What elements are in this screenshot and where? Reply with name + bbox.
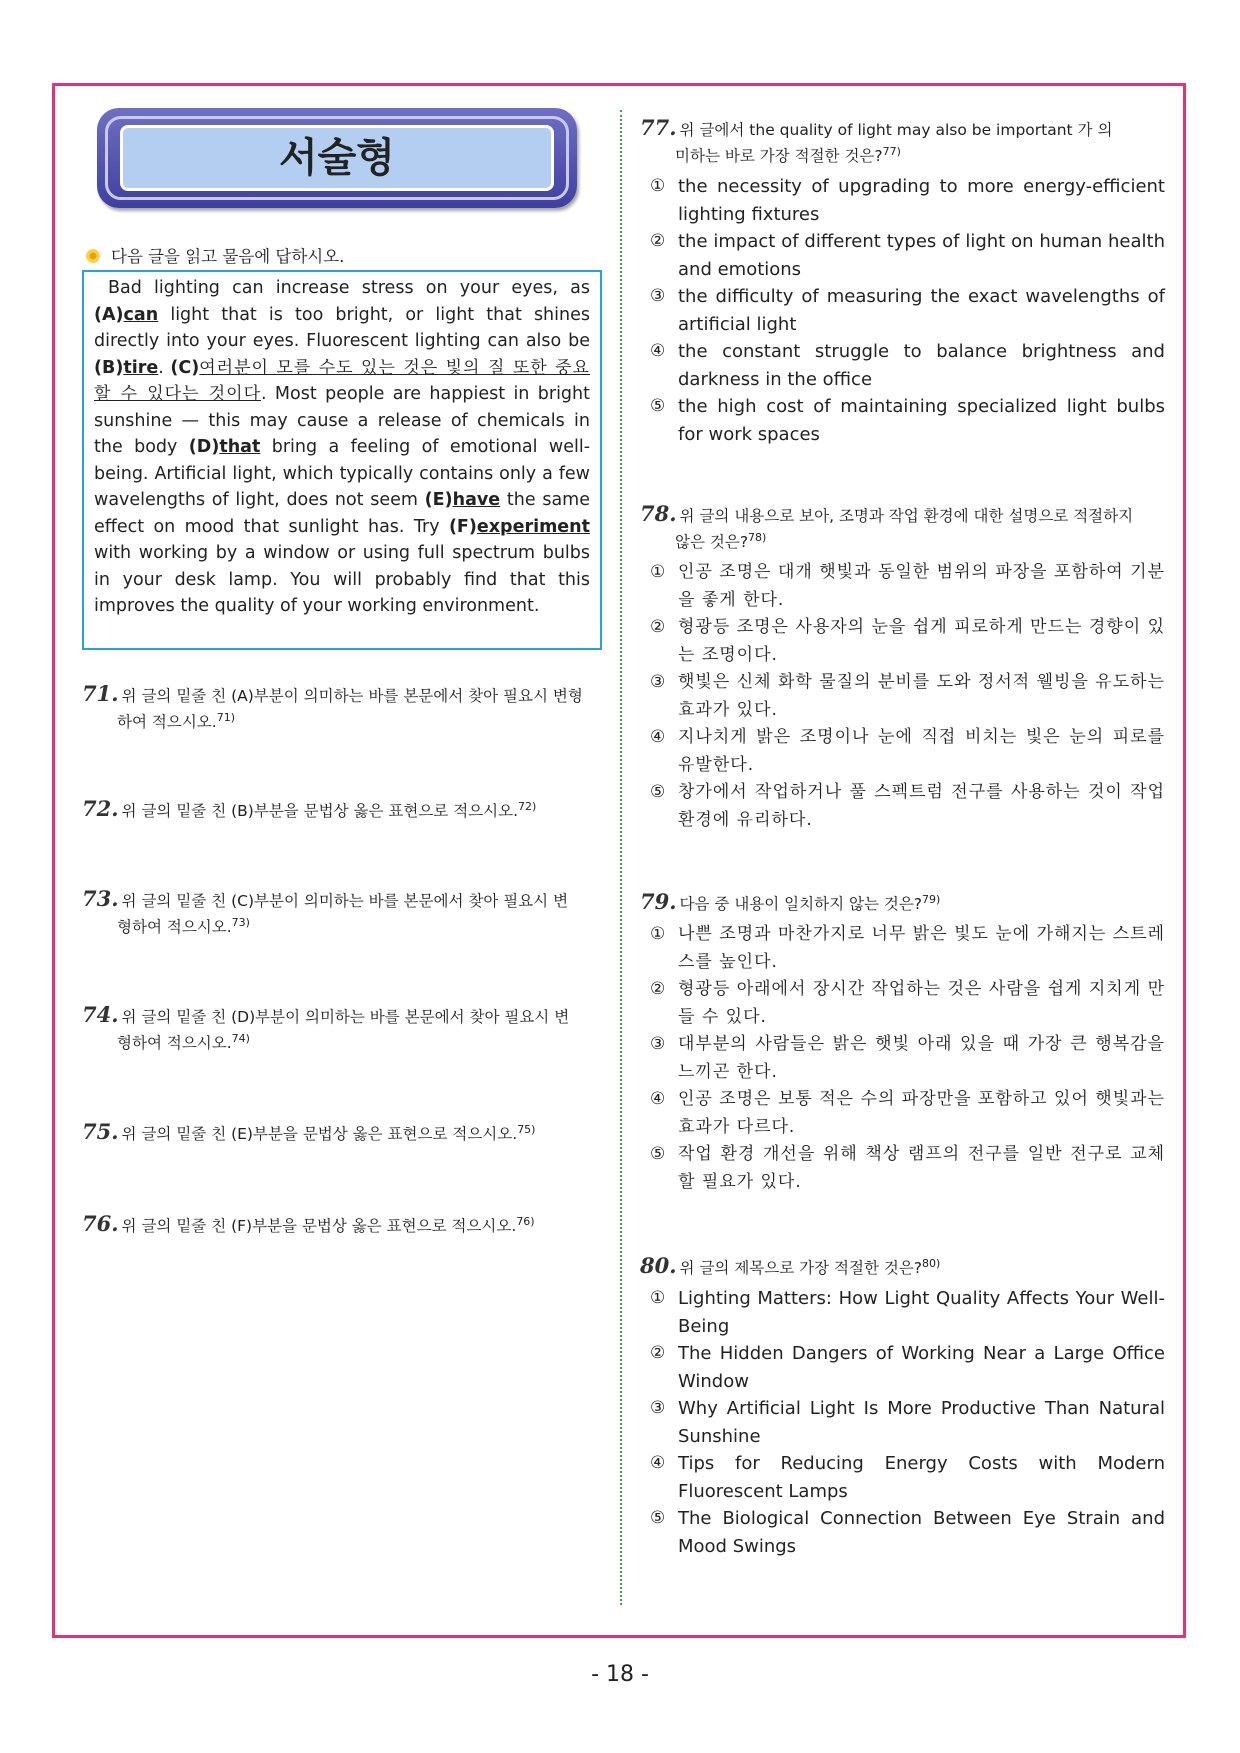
question-text: 위 글의 밑줄 친 (E)부분을 문법상 옳은 표현으로 적으시오. [121,1125,518,1144]
passage-text-5: bring a feeling of emotional well-being. Artificial light, which typically contains only a few wavelengths of light, does not seem [94,437,591,510]
footnote-ref: 75) [517,1123,536,1136]
option-text: 형광등 아래에서 장시간 작업하는 것은 사람을 쉽게 지치게 만들 수 있다. [678,979,1165,1027]
instruction [85,243,344,267]
option-marker: ③ [650,286,666,307]
option-3[interactable] [640,1395,1165,1450]
question-number: 72. [82,796,119,822]
question-text: 위 글의 내용으로 보아, 조명과 작업 환경에 대한 설명으로 적절하지 [679,507,1134,525]
question-71 [82,683,607,733]
passage-text-1: Bad lighting can increase stress on your eyes, as [108,278,590,298]
option-marker: ① [650,1288,666,1309]
section-title: 서술형 [279,135,395,181]
option-text: Tips for Reducing Energy Costs with Modern Fluorescent Lamps [678,1453,1165,1502]
instruction-text: 다음 글을 읽고 물음에 답하시오. [111,247,345,266]
option-marker: ④ [650,341,666,362]
question-text: 위 글의 제목으로 가장 적절한 것은? [679,1259,923,1278]
option-2[interactable] [640,1340,1165,1395]
option-text: the constant struggle to balance brightness and darkness in the office [678,341,1165,390]
passage-text-6: the same effect on mood that sunlight has. Try [94,490,590,537]
question-text: 위 글의 밑줄 친 (A)부분이 의미하는 바를 본문에서 찾아 필요시 변형 [121,687,583,705]
option-list [640,1285,1165,1560]
label-c: (C) [170,357,200,378]
option-3[interactable] [640,1031,1165,1086]
footnote-ref: 73) [231,916,250,929]
underlined-a: can [123,304,159,325]
label-d: (D) [188,437,220,457]
option-3[interactable] [640,283,1165,338]
flower-icon [85,248,101,264]
passage-text-7: with working by a window or using full spectrum bulbs in your desk lamp. You will probably find that this improves the quality of your working environment. [94,543,590,616]
underlined-e: have [452,490,501,510]
question-76 [82,1211,607,1237]
option-text: 형광등 조명은 사용자의 눈을 쉽게 피로하게 만드는 경향이 있는 조명이다. [678,617,1165,665]
option-marker: ① [650,562,667,583]
option-list [640,173,1165,448]
option-text: 지나치게 밝은 조명이나 눈에 직접 비치는 빛은 눈의 피로를 유발한다. [678,727,1165,775]
option-text: 대부분의 사람들은 밝은 햇빛 아래 있을 때 가장 큰 행복감을 느끼곤 한다. [678,1034,1165,1082]
option-5[interactable] [640,1505,1165,1560]
page-number: - 18 - [591,1662,649,1687]
option-marker: ② [650,979,667,1000]
option-text: 햇빛은 신체 화학 물질의 분비를 도와 정서적 웰빙을 유도하는 효과가 있다. [678,672,1165,720]
option-list [640,559,1165,834]
option-3[interactable] [640,669,1165,724]
option-text: Lighting Matters: How Light Quality Affects Your Well-Being [678,1288,1165,1337]
option-1[interactable] [640,1285,1165,1340]
footnote-ref: 76) [516,1215,535,1228]
option-text: the high cost of maintaining specialized light bulbs for work spaces [678,396,1165,445]
option-2[interactable] [640,614,1165,669]
option-text: The Biological Connection Between Eye Strain and Mood Swings [678,1508,1165,1557]
option-marker: ④ [650,1089,667,1110]
question-78 [640,503,1165,834]
question-number: 79. [640,889,677,915]
option-marker: ① [650,924,667,945]
question-text: 위 글의 밑줄 친 (F)부분을 문법상 옳은 표현으로 적으시오. [121,1217,517,1236]
option-marker: ④ [650,1453,666,1474]
reading-passage [82,270,602,650]
underlined-d: that [219,437,261,457]
question-number: 80. [640,1253,677,1279]
option-4[interactable] [640,338,1165,393]
question-text: 위 글의 밑줄 친 (C)부분이 의미하는 바를 본문에서 찾아 필요시 변 [121,892,569,910]
footnote-ref: 80) [922,1257,941,1270]
label-e: (E) [424,490,453,510]
option-4[interactable] [640,1450,1165,1505]
question-number: 77. [640,115,677,140]
option-text: 창가에서 작업하거나 풀 스펙트럼 전구를 사용하는 것이 작업 환경에 유리하다. [678,782,1165,830]
question-number: 74. [82,1002,119,1027]
passage-text-3: . [158,357,171,378]
footnote-ref: 72) [518,800,537,813]
label-b: (B) [94,357,124,378]
option-text: the necessity of upgrading to more energy-efficient lighting fixtures [678,176,1165,225]
question-text: 다음 중 내용이 일치하지 않는 것은? [679,895,923,914]
option-marker: ⑤ [650,1144,667,1165]
option-marker: ③ [650,1398,666,1419]
passage-text-4: . Most people are happiest in bright sunshine — this may cause a release of chemicals in the body [94,384,590,457]
question-number: 71. [82,681,119,706]
underlined-c: 여러분이 모를 수도 있는 것은 빛의 질 또한 중요할 수 있다는 것이다 [94,357,590,404]
option-text: The Hidden Dangers of Working Near a Large Office Window [678,1343,1165,1392]
option-marker: ④ [650,727,667,748]
footnote-ref: 71) [216,711,235,724]
option-text: the impact of different types of light on human health and emotions [678,231,1165,280]
option-marker: ③ [650,672,667,693]
option-marker: ② [650,231,666,252]
option-1[interactable] [640,559,1165,614]
option-4[interactable] [640,724,1165,779]
underlined-f: experiment [476,516,590,537]
option-text: Why Artificial Light Is More Productive Than Natural Sunshine [678,1398,1165,1447]
option-1[interactable] [640,921,1165,976]
underlined-b: tire [123,357,159,378]
label-a: (A) [94,304,124,325]
option-5[interactable] [640,393,1165,448]
option-marker: ① [650,176,666,197]
question-79 [640,889,1165,1196]
question-72 [82,796,607,822]
option-marker: ⑤ [650,782,667,803]
question-number: 73. [82,886,119,911]
question-text-cont: 하여 적으시오. [117,713,217,732]
option-list [640,921,1165,1196]
option-5[interactable] [640,1141,1165,1196]
question-text: 위 글의 밑줄 친 (D)부분이 의미하는 바를 본문에서 찾아 필요시 변 [121,1008,570,1026]
option-text: the difficulty of measuring the exact wavelengths of artificial light [678,286,1165,335]
option-text: 작업 환경 개선을 위해 책상 램프의 전구를 일반 전구로 교체할 필요가 있다. [678,1144,1165,1192]
option-marker: ⑤ [650,1508,666,1529]
question-75 [82,1119,607,1145]
option-text: 인공 조명은 보통 적은 수의 파장만을 포함하고 있어 햇빛과는 효과가 다르다. [678,1089,1165,1137]
option-text: 나쁜 조명과 마찬가지로 너무 밝은 빛도 눈에 가해지는 스트레스를 높인다. [678,924,1165,972]
option-2[interactable] [640,976,1165,1031]
question-text: 위 글에서 the quality of light may also be important 가 의 [679,121,1113,139]
option-1[interactable] [640,173,1165,228]
question-text-cont: 미하는 바로 가장 적절한 것은? [675,147,883,166]
option-marker: ③ [650,1034,667,1055]
footnote-ref: 78) [748,531,767,544]
question-77 [640,117,1165,448]
label-f: (F) [448,516,477,537]
question-74 [82,1004,607,1054]
question-text-cont: 형하여 적으시오. [117,1034,232,1053]
question-text-cont: 않은 것은? [675,533,749,552]
option-5[interactable] [640,779,1165,834]
passage-text-2: light that is too bright, or light that shines directly into your eyes. Fluorescent lighting can also be [94,304,590,351]
option-4[interactable] [640,1086,1165,1141]
option-marker: ② [650,617,667,638]
question-text: 위 글의 밑줄 친 (B)부분을 문법상 옳은 표현으로 적으시오. [121,802,519,821]
question-73 [82,888,607,938]
option-marker: ② [650,1343,666,1364]
footnote-ref: 74) [231,1032,250,1045]
question-number: 75. [82,1119,119,1145]
option-text: 인공 조명은 대개 햇빛과 동일한 범위의 파장을 포함하여 기분을 좋게 한다. [678,562,1165,610]
footnote-ref: 77) [882,145,901,158]
option-2[interactable] [640,228,1165,283]
column-divider [620,110,622,1605]
question-80 [640,1253,1165,1560]
question-number: 78. [640,501,677,526]
option-marker: ⑤ [650,396,666,417]
footnote-ref: 79) [922,893,941,906]
question-number: 76. [82,1211,119,1237]
question-text-cont: 형하여 적으시오. [117,918,232,937]
